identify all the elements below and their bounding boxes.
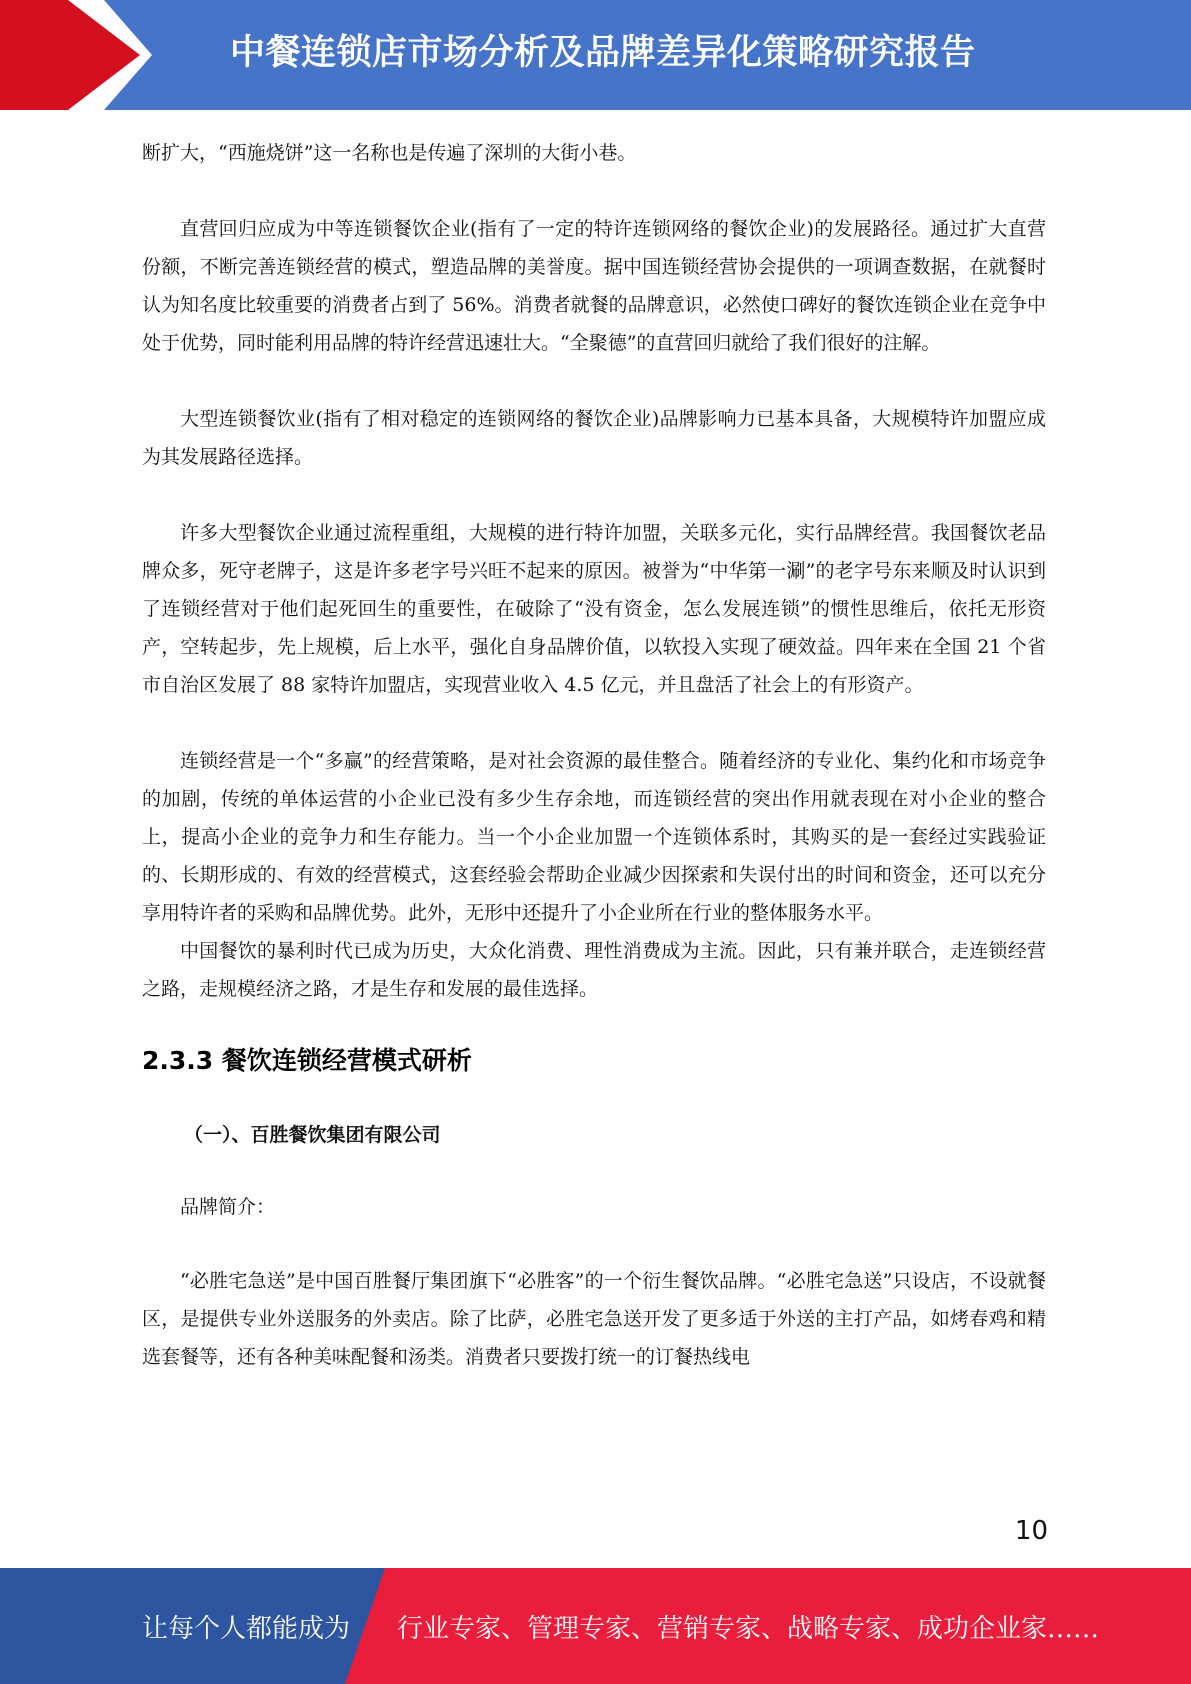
paragraph-chain-strategy: 连锁经营是一个“多赢”的经营策略，是对社会资源的最佳整合。随着经济的专业化、集约化和市场竞争的加剧，传统的单体运营的小企业已没有多少生存余地，而连锁经营的突出作用就表现在对小企业的整合上，提高小企业的竞争力和生存能力。当一个小企业加盟一个连锁体系时，其购买的是一套经过实践验证的、长期形成的、有效的经营模式，这套经验会帮助企业减少因探索和失误付出的时间和资金，还可以充分享用特许者的采购和品牌优势。此外，无形中还提升了小企业所在行业的整体服务水平。 bbox=[142, 750, 1046, 924]
page-header bbox=[0, 0, 1191, 110]
brand-intro-label: 品牌简介： bbox=[180, 1196, 276, 1218]
paragraph-brand-intro: “必胜宅急送”是中国百胜餐厅集团旗下“必胜客”的一个衍生餐饮品牌。“必胜宅急送”只设店，不设就餐区，是提供专业外送服务的外卖店。除了比萨，必胜宅急送开发了更多适于外送的主打产品，如烤春鸡和精选套餐等，还有各种美味配餐和汤类。消费者只要拨打统一的订餐热线电 bbox=[142, 1270, 1046, 1368]
report-body bbox=[142, 134, 1046, 1376]
header-arrow-decoration bbox=[0, 0, 140, 110]
paragraph-franchise-example: 许多大型餐饮企业通过流程重组，大规模的进行特许加盟，关联多元化，实行品牌经营。我国餐饮老品牌众多，死守老牌子，这是许多老字号兴旺不起来的原因。被誉为“中华第一涮”的老字号东来顺及时认识到了连锁经营对于他们起死回生的重要性，在破除了“没有资金，怎么发展连锁”的惯性思维后，依托无形资产，空转起步，先上规模，后上水平，强化自身品牌价值，以软投入实现了硬效益。四年来在全国 21 个省市自治区发展了 88 家特许加盟店，实现营业收入 4.5 亿元，并且盘活了社会上的有形资产。 bbox=[142, 522, 1046, 696]
company-subheading: （一）、百胜餐饮集团有限公司 bbox=[184, 1124, 441, 1146]
report-title: 中餐连锁店市场分析及品牌差异化策略研究报告 bbox=[230, 33, 976, 73]
paragraph-direct-operation: 直营回归应成为中等连锁餐饮企业(指有了一定的特许连锁网络的餐饮企业)的发展路径。通过扩大直营份额，不断完善连锁经营的模式，塑造品牌的美誉度。据中国连锁经营协会提供的一项调查数据，在就餐时认为知名度比较重要的消费者占到了 56%。消费者就餐的品牌意识，必然使口碑好的餐饮连锁企业在竞争中处于优势，同时能利用品牌的特许经营迅速壮大。“全聚德”的直营回归就给了我们很好的注解。 bbox=[142, 218, 1046, 354]
footer-slogan-right: 行业专家、管理专家、营销专家、战略专家、成功企业家…… bbox=[397, 1614, 1100, 1644]
paragraph-large-chains: 大型连锁餐饮业(指有了相对稳定的连锁网络的餐饮企业)品牌影响力已基本具备，大规模特许加盟应成为其发展路径选择。 bbox=[142, 408, 1046, 468]
footer-slogan-left: 让每个人都能成为 bbox=[142, 1614, 351, 1644]
paragraph-continuation: 断扩大，“西施烧饼”这一名称也是传遍了深圳的大街小巷。 bbox=[142, 142, 637, 164]
page-number: 10 bbox=[1014, 1516, 1048, 1546]
section-heading: 2.3.3 餐饮连锁经营模式研析 bbox=[142, 1046, 472, 1075]
paragraph-conclusion: 中国餐饮的暴利时代已成为历史，大众化消费、理性消费成为主流。因此，只有兼并联合，走连锁经营之路，走规模经济之路，才是生存和发展的最佳选择。 bbox=[142, 940, 1046, 1000]
page-footer bbox=[0, 1568, 1191, 1684]
